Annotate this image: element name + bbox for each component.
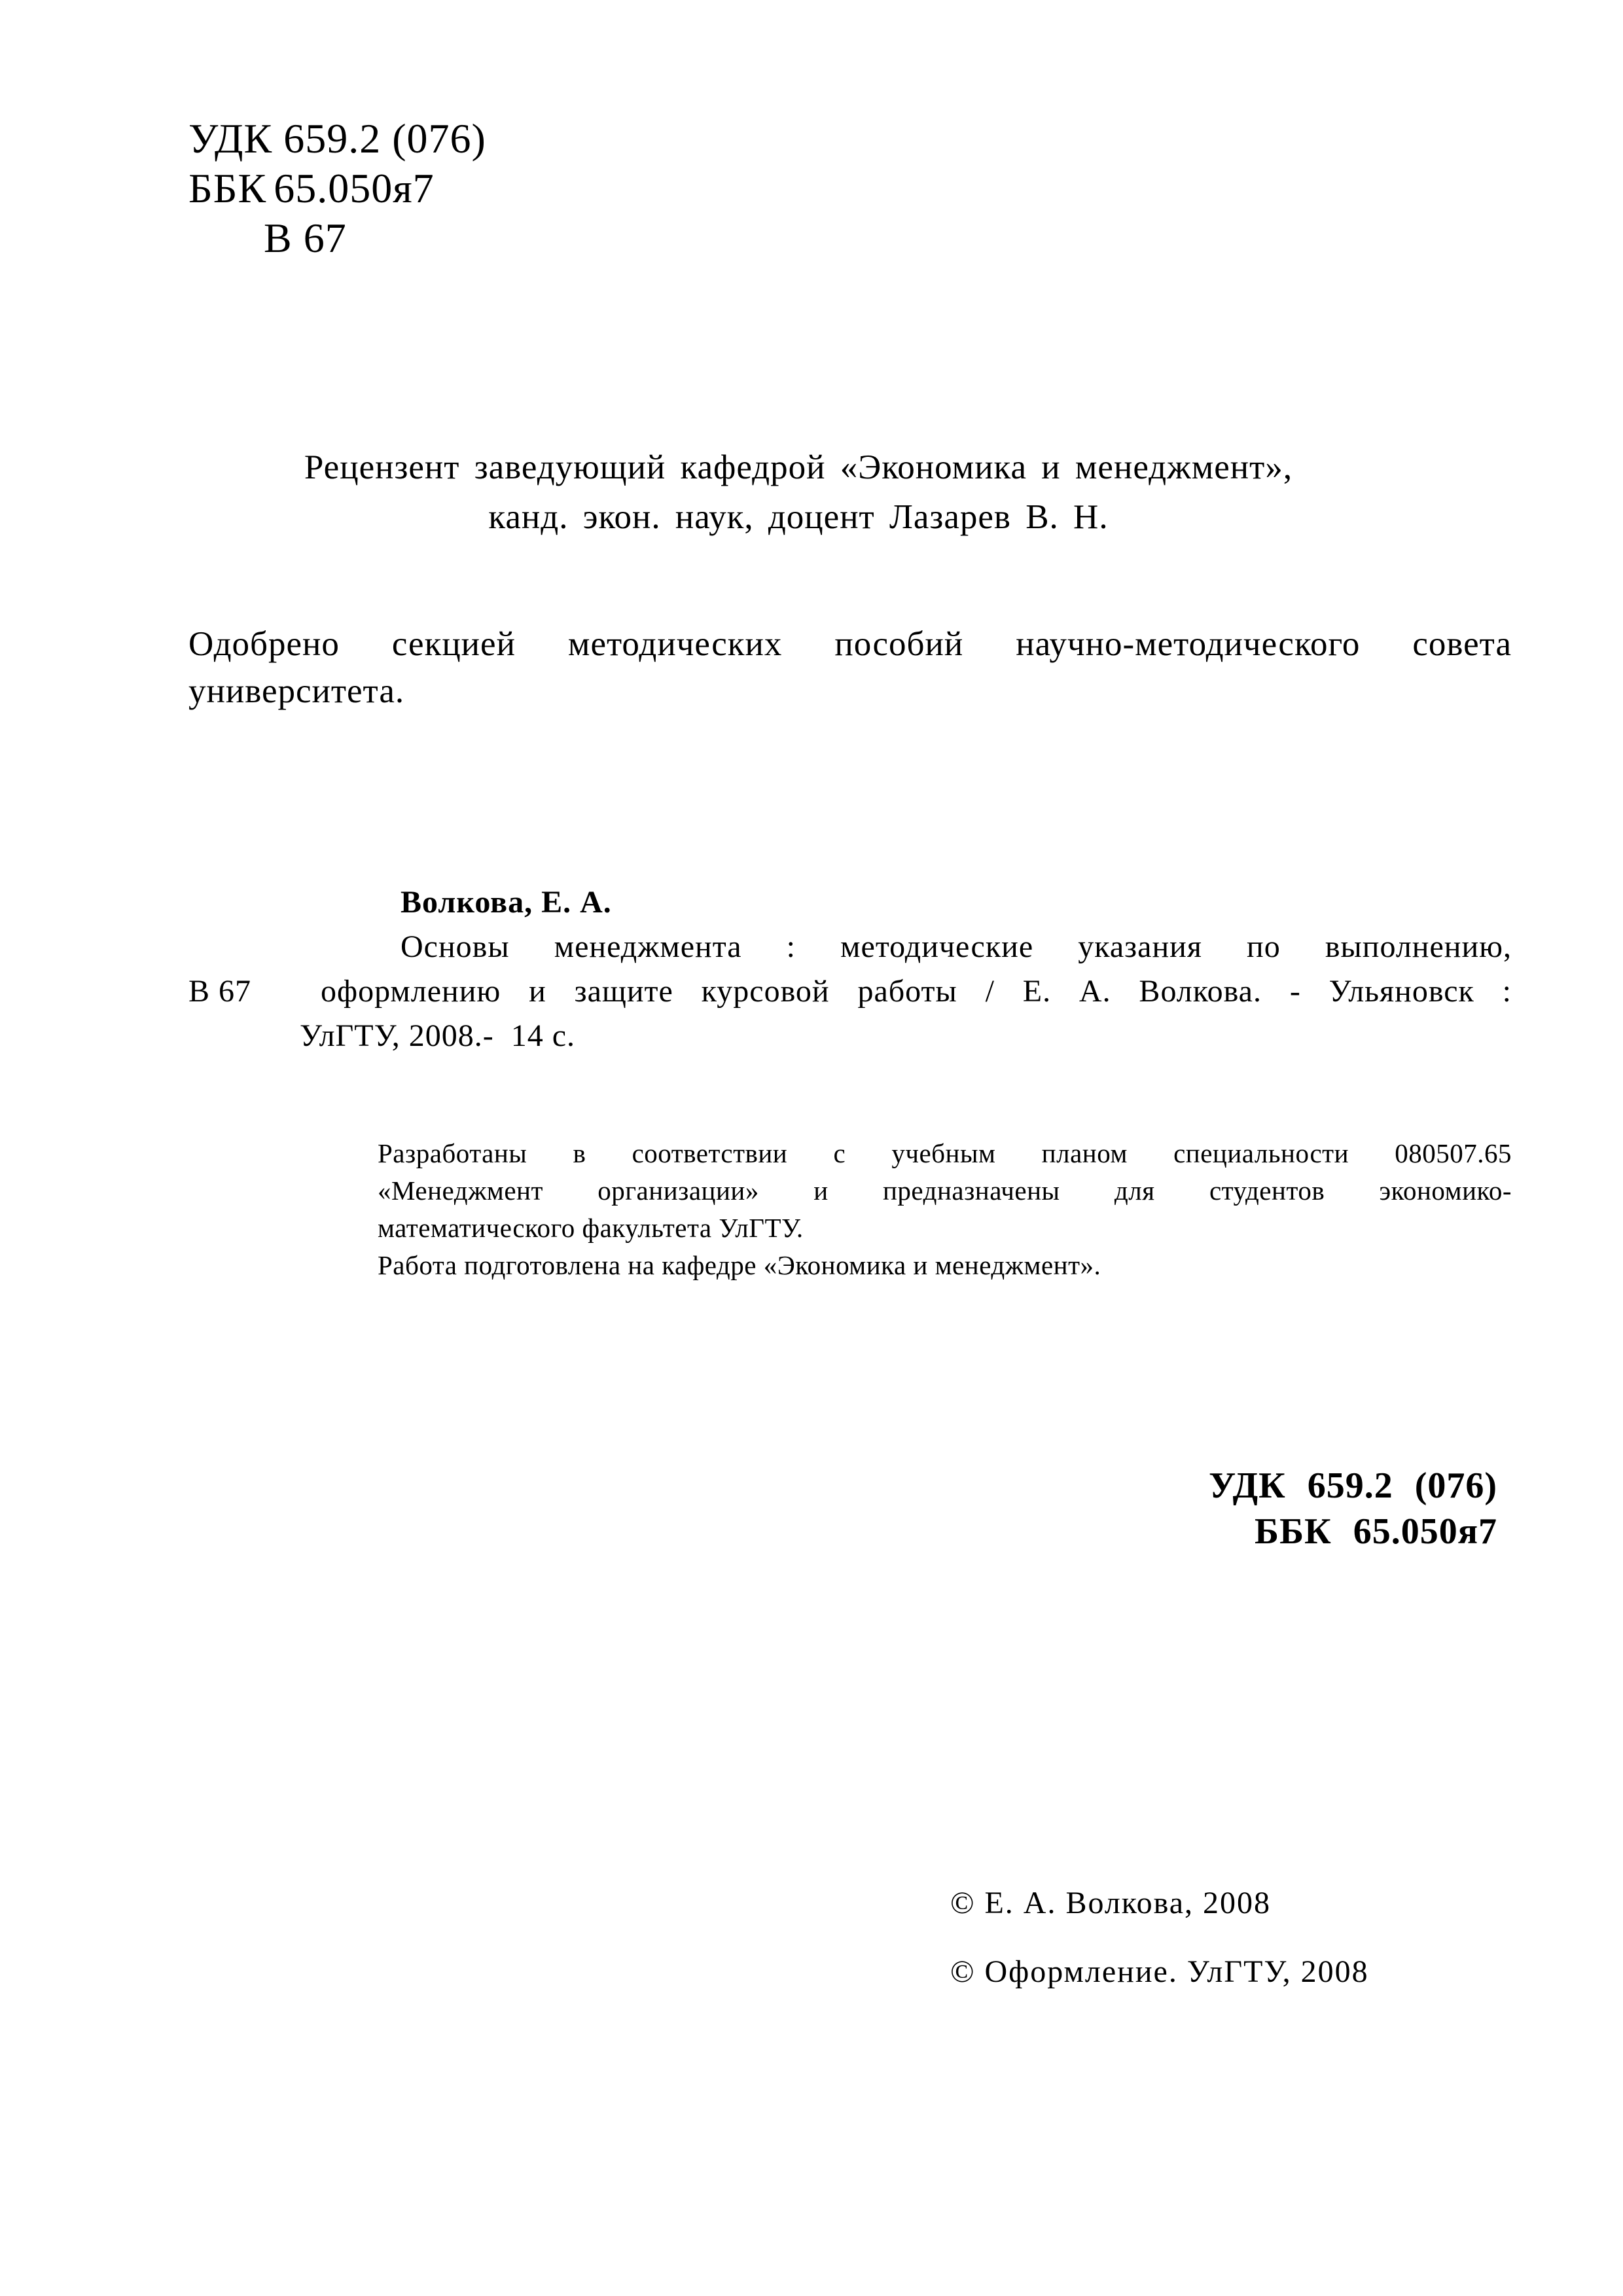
cataloguing-codes-top: [188, 114, 486, 263]
annotation-line-4: Работа подготовлена на кафедре «Экономика и менеджмент».: [378, 1250, 1101, 1280]
bibliography-title-line-1: Основы менеджмента : методические указания по выполнению,: [401, 929, 1512, 964]
annotation-line-3: математического факультета УлГТУ.: [378, 1213, 804, 1243]
bibliography-author: Волкова, Е. А.: [401, 885, 612, 920]
bbk-code-bottom: ББК 65.050я7: [1255, 1511, 1497, 1552]
author-sign-bibliography: В 67: [188, 974, 252, 1009]
annotation-line-2: «Менеджмент организации» и предназначены для студентов экономико-: [378, 1175, 1512, 1206]
approval-paragraph: [188, 620, 1512, 715]
copyright-author-line: © Е. А. Волкова, 2008: [950, 1886, 1272, 1920]
bbk-code-top: ББК 65.050я7: [188, 165, 435, 211]
bibliography-title-line-3: УлГТУ, 2008.- 14 с.: [300, 1018, 576, 1053]
reviewer-line-2: канд. экон. наук, доцент Лазарев В. Н.: [488, 498, 1109, 536]
reviewer-block: [0, 442, 1597, 542]
bibliographic-entry: [188, 880, 1512, 1058]
bibliography-row-with-shelf-mark: [188, 969, 1512, 1014]
author-sign-top: В 67: [264, 215, 347, 261]
approval-line-2: университета.: [188, 672, 405, 710]
copyright-block: [950, 1884, 1369, 1991]
udk-code-top: УДК 659.2 (076): [188, 115, 486, 162]
annotation-line-1: Разработаны в соответствии с учебным планом специальности 080507.65: [378, 1138, 1512, 1168]
annotation-block: [378, 1135, 1512, 1284]
udk-code-bottom: УДК 659.2 (076): [1209, 1465, 1497, 1506]
copyright-design-line: © Оформление. УлГТУ, 2008: [950, 1954, 1369, 1989]
bibliography-title-line-2: оформлению и защите курсовой работы / Е. А. Волкова. - Ульяновск :: [321, 974, 1512, 1009]
approval-line-1: Одобрено секцией методических пособий научно-методического совета: [188, 625, 1512, 663]
cataloguing-codes-bottom: [1209, 1463, 1497, 1554]
reviewer-line-1: Рецензент заведующий кафедрой «Экономика и менеджмент»,: [304, 448, 1293, 486]
